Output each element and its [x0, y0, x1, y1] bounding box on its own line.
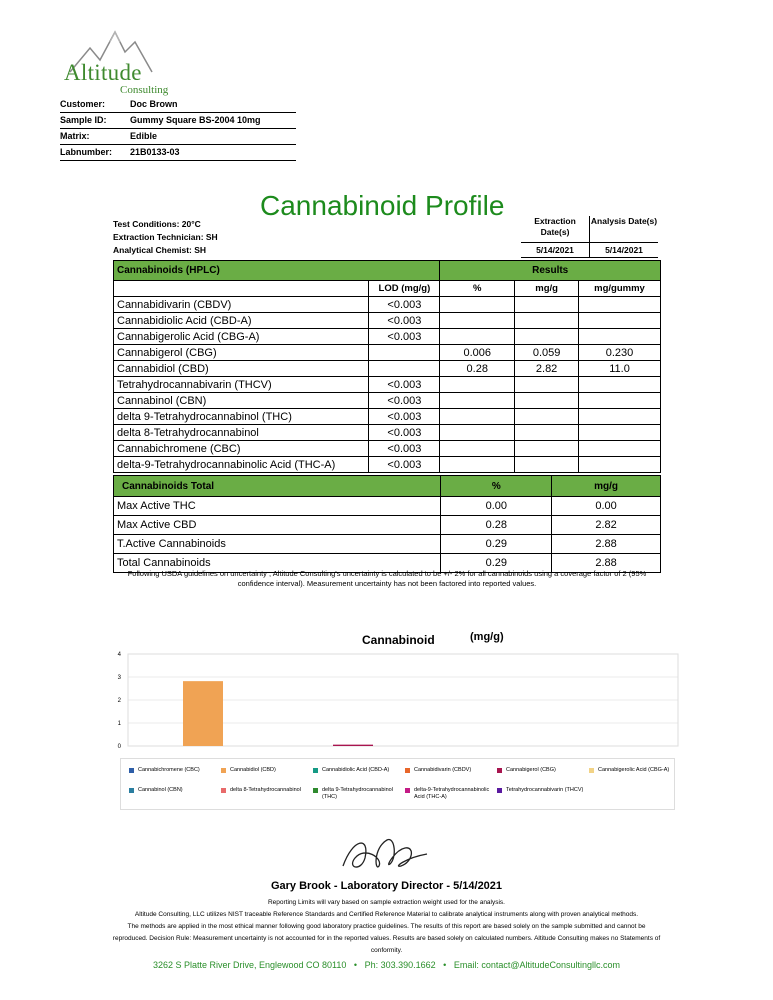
info-row-customer: Customer: Doc Brown: [60, 97, 296, 113]
cannabinoid-profile-table: [113, 260, 661, 473]
cannabinoid-bar-chart: [113, 648, 683, 752]
table-row: [114, 377, 661, 393]
total-value: 0.29: [441, 535, 552, 554]
chart-unit: (mg/g): [470, 631, 504, 643]
cannabinoid-name: delta-9-Tetrahydrocannabinolic Acid (THC-A): [114, 457, 369, 473]
result-cell: [515, 377, 579, 393]
result-cell: [369, 345, 440, 361]
total-value: 0.00: [552, 497, 661, 516]
cannabinoid-name: delta 8-Tetrahydrocannabinol: [114, 425, 369, 441]
chart-legend: [120, 758, 675, 810]
cannabinoids-total-table: [113, 475, 661, 573]
profile-table-header: Cannabinoids (HPLC) Results: [114, 261, 661, 281]
analysis-date: 5/14/2021: [605, 245, 643, 255]
legend-label: delta-9-Tetrahydrocannabinolic Acid (THC-A): [414, 787, 490, 800]
result-cell: [515, 457, 579, 473]
legend-item: [129, 787, 217, 794]
y-tick-label: 4: [117, 652, 121, 658]
y-tick-label: 2: [117, 698, 121, 704]
result-cell: 2.82: [515, 361, 579, 377]
result-cell: [440, 457, 515, 473]
result-cell: <0.003: [369, 377, 440, 393]
table-row: [114, 313, 661, 329]
legend-label: delta 8-Tetrahydrocannabinol: [230, 787, 301, 793]
footer-email[interactable]: Email: contact@AltitudeConsultingllc.com: [453, 960, 621, 970]
total-name: Max Active THC: [114, 497, 441, 516]
total-value: 0.29: [441, 554, 552, 573]
info-row-matrix: Matrix: Edible: [60, 129, 296, 145]
result-cell: [369, 361, 440, 377]
cannabinoid-name: Cannabidiol (CBD): [114, 361, 369, 377]
result-cell: <0.003: [369, 425, 440, 441]
legend-item: [589, 767, 677, 774]
result-cell: [579, 441, 661, 457]
table-row: [114, 345, 661, 361]
legend-item: [221, 767, 309, 774]
result-cell: [440, 425, 515, 441]
info-row-sample-id: Sample ID: Gummy Square BS-2004 10mg: [60, 113, 296, 129]
cannabinoid-name: Tetrahydrocannabivarin (THCV): [114, 377, 369, 393]
result-cell: [440, 377, 515, 393]
result-cell: [440, 297, 515, 313]
total-name: T.Active Cannabinoids: [114, 535, 441, 554]
extraction-date: 5/14/2021: [521, 243, 590, 257]
result-cell: [515, 441, 579, 457]
result-cell: 11.0: [579, 361, 661, 377]
table-row: [114, 457, 661, 473]
legend-swatch: [129, 788, 134, 793]
result-cell: 0.059: [515, 345, 579, 361]
legend-label: Cannabigerol (CBG): [506, 767, 556, 773]
result-cell: <0.003: [369, 457, 440, 473]
legend-swatch: [313, 768, 318, 773]
logo-subtitle: Consulting: [120, 84, 169, 96]
legend-swatch: [221, 788, 226, 793]
result-cell: [515, 313, 579, 329]
totals-table-header: Cannabinoids Total % mg/g: [114, 476, 661, 497]
cannabinoid-name: Cannabigerolic Acid (CBG-A): [114, 329, 369, 345]
logo-name: Altitude: [64, 60, 142, 85]
legend-item: [405, 787, 493, 801]
legend-swatch: [129, 768, 134, 773]
result-cell: <0.003: [369, 329, 440, 345]
table-row: [114, 361, 661, 377]
result-cell: <0.003: [369, 393, 440, 409]
profile-table-columns: LOD (mg/g) % mg/g mg/gummy: [114, 281, 661, 297]
legend-swatch: [221, 768, 226, 773]
cannabinoid-name: delta 9-Tetrahydrocannabinol (THC): [114, 409, 369, 425]
cannabinoid-name: Cannabigerol (CBG): [114, 345, 369, 361]
table-row: [114, 425, 661, 441]
legend-swatch: [405, 788, 410, 793]
table-row: [114, 297, 661, 313]
legend-label: Tetrahydrocannabivarin (THCV): [506, 787, 584, 793]
result-cell: [579, 409, 661, 425]
result-cell: [440, 441, 515, 457]
legend-label: Cannabichromene (CBC): [138, 767, 200, 773]
legend-label: Cannabidiol (CBD): [230, 767, 276, 773]
result-cell: [515, 425, 579, 441]
sample-info: [60, 97, 296, 161]
result-cell: <0.003: [369, 441, 440, 457]
table-row: [114, 535, 661, 554]
result-cell: <0.003: [369, 297, 440, 313]
bar: [183, 681, 223, 746]
result-cell: [579, 377, 661, 393]
legend-item: [221, 787, 309, 794]
y-tick-label: 1: [117, 721, 121, 727]
result-cell: 0.230: [579, 345, 661, 361]
legend-item: [313, 787, 401, 801]
legend-item: [129, 767, 217, 774]
extraction-date-label: Extraction Date(s): [521, 216, 590, 242]
footer-separator: •: [353, 960, 358, 970]
footer-contact: [0, 960, 773, 970]
result-cell: [579, 457, 661, 473]
result-cell: 0.28: [440, 361, 515, 377]
result-cell: [515, 409, 579, 425]
page-title: Cannabinoid Profile: [260, 190, 505, 221]
result-cell: [515, 297, 579, 313]
info-row-labnumber: Labnumber: 21B0133-03: [60, 145, 296, 161]
director-signature: [335, 828, 435, 878]
table-row: [114, 329, 661, 345]
legend-label: Cannabigerolic Acid (CBG-A): [598, 767, 670, 773]
cannabinoid-name: Cannabinol (CBN): [114, 393, 369, 409]
result-cell: [579, 329, 661, 345]
legend-item: [497, 767, 585, 774]
legend-label: Cannabinol (CBN): [138, 787, 183, 793]
legend-swatch: [405, 768, 410, 773]
legend-swatch: [313, 788, 318, 793]
result-cell: 0.006: [440, 345, 515, 361]
y-tick-label: 3: [117, 675, 121, 681]
y-tick-label: 0: [117, 744, 121, 750]
result-cell: [515, 393, 579, 409]
result-cell: <0.003: [369, 409, 440, 425]
result-cell: <0.003: [369, 313, 440, 329]
result-cell: [440, 409, 515, 425]
table-row: [114, 516, 661, 535]
disclaimer: Reporting Limits will vary based on sample extraction weight used for the analysis. Altitude Consulting, LLC utilizes NIST traceable Reference Standards and Certified Reference Material to calibrate analytical instruments along with proven analytical methods. The methods are applied in the most ethical manner following good laboratory practice guidelines. The results of this report are based solely on the sample submitted and cannot be reproduced. Decision Rule: Measurement uncertainty is not accounted for in the reported values. Results are based solely on calculated numbers. Altitude Consulting makes no Statements of conformity.: [112, 899, 661, 954]
cannabinoid-name: Cannabichromene (CBC): [114, 441, 369, 457]
legend-item: [497, 787, 585, 794]
result-cell: [579, 297, 661, 313]
legend-label: Cannabidivarin (CBDV): [414, 767, 472, 773]
bar: [333, 745, 373, 746]
total-value: 2.82: [552, 516, 661, 535]
cannabinoid-name: Cannabidiolic Acid (CBD-A): [114, 313, 369, 329]
total-value: 2.88: [552, 554, 661, 573]
result-cell: [440, 393, 515, 409]
legend-item: [405, 767, 493, 774]
result-cell: [440, 329, 515, 345]
chart-title: Cannabinoid: [362, 633, 435, 647]
analysis-date-label: Analysis Date(s): [590, 216, 658, 226]
legend-swatch: [589, 768, 594, 773]
legend-label: Cannabidiolic Acid (CBD-A): [322, 767, 390, 773]
result-cell: [579, 425, 661, 441]
total-value: 0.28: [441, 516, 552, 535]
director-name: Gary Brook - Laboratory Director - 5/14/2021: [270, 880, 503, 892]
legend-label: delta 9-Tetrahydrocannabinol (THC): [322, 787, 393, 800]
total-value: 2.88: [552, 535, 661, 554]
table-row: [114, 441, 661, 457]
footer-phone: Ph: 303.390.1662: [364, 960, 436, 970]
table-row: [114, 393, 661, 409]
test-conditions: Test Conditions: 20°C Extraction Technician: SH Analytical Chemist: SH: [113, 219, 218, 255]
result-cell: [515, 329, 579, 345]
result-cell: [440, 313, 515, 329]
result-cell: [579, 313, 661, 329]
legend-item: [313, 767, 401, 774]
table-row: [114, 409, 661, 425]
dates-box: [521, 216, 658, 258]
total-name: Max Active CBD: [114, 516, 441, 535]
footer-address: 3262 S Platte River Drive, Englewood CO 80110: [152, 960, 347, 970]
footer-separator: •: [443, 960, 447, 970]
table-row: [114, 497, 661, 516]
cannabinoid-name: Cannabidivarin (CBDV): [114, 297, 369, 313]
uncertainty-note: Following USDA guidelines on uncertainty , Altitude Consulting's uncertainty is calculated to be +/- 2% for all cannabinoids using a coverage factor of 2 (95% confidence interval). Measurement uncertainty has not been factored into reported values.: [127, 569, 647, 588]
total-value: 0.00: [441, 497, 552, 516]
legend-swatch: [497, 768, 502, 773]
result-cell: [579, 393, 661, 409]
legend-swatch: [497, 788, 502, 793]
total-name: Total Cannabinoids: [114, 554, 441, 573]
